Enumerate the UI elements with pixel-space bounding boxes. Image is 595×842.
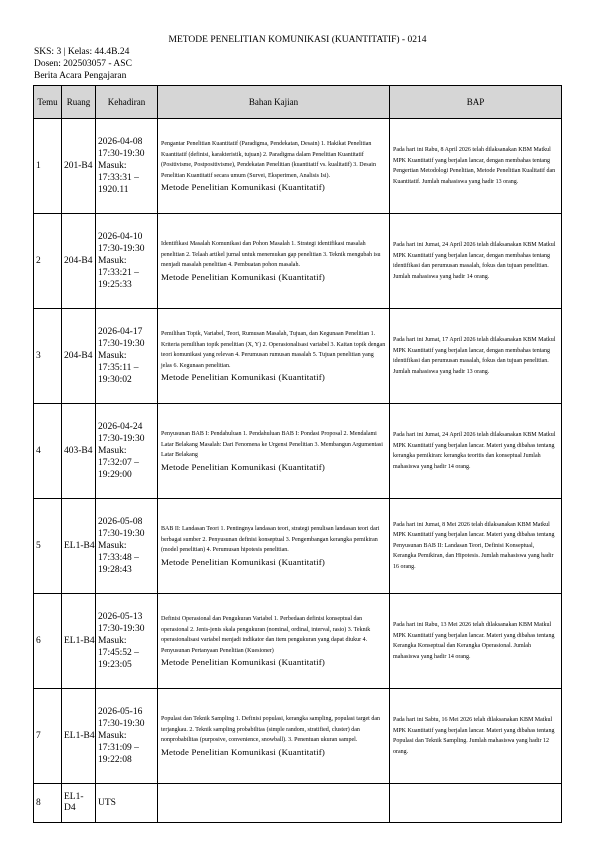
ruang-cell: EL1-B4 [62,594,96,689]
temu-cell: 3 [34,309,62,404]
col-header-ruang: Ruang [62,86,96,119]
table-row [34,119,562,214]
bahan-kajian-cell [158,119,390,214]
temu-cell: 2 [34,214,62,309]
kehadiran-cell [96,309,158,404]
jam-text: 17:30-19:30 [98,149,145,159]
keluar-time: 19:28:43 [98,565,132,575]
tanggal-text: 2026-05-08 [98,517,143,527]
ruang-cell: EL1-D4 [62,784,96,823]
dosen-line: Dosen: 202503057 - ASC [34,59,132,69]
bahan-kajian-text: Definisi Operasional dan Pengukuran Variabel 1. Perbedaan definisi konseptual dan operasional 2. Jenis-jenis skala pengukuran (nominal, ordinal, interval, rasio) 3. Teknik operasionalisasi variabel menjadi indikator dan item pengukuran yang dapat diukur 4. Penyusunan Pertanyaan Penelitian (Kuesioner) [161,616,371,654]
bap-cell: Pada hari ini Jumat, 24 April 2026 telah dilaksanakan KBM Matkul MPK Kuantitatif yang berjalan lancar. Materi yang dibahas tentang kerangka pemikiran: kerangka teoritis dan konseptual Jumlah mahasiswa yang hadir 14 orang. [390,404,562,499]
bahan-kajian-cell [158,404,390,499]
ruang-cell: EL1-B4 [62,689,96,784]
tanggal-text: 2026-05-16 [98,707,143,717]
masuk-label: Masuk: [98,256,127,266]
masuk-time: 17:32:07 – [98,458,139,468]
mata-kuliah-text: Metode Penelitian Komunikasi (Kuantitatif) [161,372,326,382]
temu-cell: 6 [34,594,62,689]
ruang-cell: 201-B4 [62,119,96,214]
keluar-time: 19:25:33 [98,280,132,290]
table-row [34,784,562,823]
ruang-cell: 204-B4 [62,309,96,404]
masuk-label: Masuk: [98,446,127,456]
jam-text: 17:30-19:30 [98,719,145,729]
kehadiran-cell: UTS [96,784,158,823]
masuk-label: Masuk: [98,351,127,361]
bap-cell: Pada hari ini Rabu, 13 Mei 2026 telah dilaksanakan KBM Matkul MPK Kuantitatif yang berjalan lancar. Materi yang dibahas tentang Kerangka Konseptual dan Kerangka Operasional. Jumlah mahasiswa yang hadir 14 orang. [390,594,562,689]
bahan-kajian-cell [158,594,390,689]
table-row [34,214,562,309]
bap-cell: Pada hari ini Jumat, 24 April 2026 telah dilaksanakan KBM Matkul MPK Kuantitatif yang berjalan lancar, dengan membahas tentang identifikasi dan perumusan masalah, fokus dan tujuan penelitian. Jumlah mahasiswa yang hadir 14 orang. [390,214,562,309]
bahan-kajian-cell [158,784,390,823]
table-row [34,689,562,784]
bap-cell [390,784,562,823]
bahan-kajian-cell [158,499,390,594]
tanggal-text: 2026-04-17 [98,327,143,337]
col-header-bap: BAP [390,86,562,119]
masuk-label: Masuk: [98,731,127,741]
ruang-cell: 403-B4 [62,404,96,499]
keluar-time: 1920.11 [98,185,129,195]
kehadiran-cell [96,689,158,784]
temu-cell: 7 [34,689,62,784]
masuk-time: 17:45:52 – [98,648,139,658]
berita-acara-line: Berita Acara Pengajaran [34,71,127,81]
bahan-kajian-cell [158,309,390,404]
kehadiran-cell [96,594,158,689]
kehadiran-cell [96,214,158,309]
bap-cell: Pada hari ini Sabtu, 16 Mei 2026 telah dilaksanakan KBM Matkul MPK Kuantitatif yang berjalan lancar. Materi yang dibahas tentang Populasi dan Teknik Sampling. Jumlah mahasiswa yang hadir 12 orang. [390,689,562,784]
masuk-time: 17:33:31 – [98,173,139,183]
jam-text: 17:30-19:30 [98,624,145,634]
mata-kuliah-text: Metode Penelitian Komunikasi (Kuantitatif) [161,461,326,472]
masuk-label: Masuk: [98,541,127,551]
bap-cell: Pada hari ini Rabu, 8 April 2026 telah dilaksanakan KBM Matkul MPK Kuantitatif yang berjalan lancar, dengan membahas tentang Pengertian Metodologi Penelitian, Metode Penelitian Kualitatif dan Kuantitatif. Jumlah mahasiswa yang hadir 13 orang. [390,119,562,214]
keluar-time: 19:30:02 [98,375,132,385]
ruang-cell: EL1-B4 [62,499,96,594]
table-header-row [34,86,562,119]
bahan-kajian-text: BAB II: Landasan Teori 1. Pentingnya landasan teori, strategi penulisan landasan teori dari berbagai sumber 2. Penyusunan definisi konseptual 3. Pengembangan kerangka pemikiran (model penelitian) 4. Perumusan hipotesis penelitian. [161,526,380,554]
temu-cell: 1 [34,119,62,214]
jam-text: 17:30-19:30 [98,434,145,444]
masuk-time: 17:33:48 – [98,553,139,563]
bap-cell: Pada hari ini Jumat, 17 April 2026 telah dilaksanakan KBM Matkul MPK Kuantitatif yang berjalan lancar, dengan membahas tentang identifikasi dan perumusan masalah, fokus dan tujuan penelitian. Jumlah mahasiswa yang hadir 13 orang. [390,309,562,404]
tanggal-text: 2026-04-10 [98,232,143,242]
jam-text: 17:30-19:30 [98,244,145,254]
table-row [34,309,562,404]
bahan-kajian-text: Pemilihan Topik, Variabel, Teori, Rumusan Masalah, Tujuan, dan Kegunaan Penelitian 1. Kriteria pemilihan topik penelitian (X, Y) 2. Operasionalisasi variabel 3. Kaitan topik dengan teori komunikasi yang relevan 4. Perumusan rumusan masalah 5. Tujuan penelitian yang jelas 6. Kegunaan penelitian. [161,331,386,369]
table-row [34,499,562,594]
temu-cell: 5 [34,499,62,594]
masuk-time: 17:33:21 – [98,268,139,278]
bahan-kajian-cell [158,214,390,309]
tanggal-text: 2026-04-08 [98,137,143,147]
tanggal-text: 2026-05-13 [98,612,143,622]
bahan-kajian-text: Pengantar Penelitian Kuantitatif (Paradigma, Pendekatan, Desain) 1. Hakikat Penelitian Kuantitatif (definisi, karakteristik, tujuan) 2. Paradigma dalam Penelitian Kuantitatif (Positivisme, Postpositivisme), Pendekatan Penelitian (kuantitatif vs. kualitatif) 3. Desain Penelitian Kuantitatif secara umum (Survei, Eksperimen, Analisis Isi). [161,141,376,179]
col-header-bahan-kajian: Bahan Kajian [158,86,390,119]
mata-kuliah-text: Metode Penelitian Komunikasi (Kuantitatif) [161,746,326,757]
masuk-label: Masuk: [98,636,127,646]
berita-acara-table [33,85,562,823]
document-title: METODE PENELITIAN KOMUNIKASI (KUANTITATIF) - 0214 [168,35,427,45]
table-row [34,594,562,689]
mata-kuliah-text: Metode Penelitian Komunikasi (Kuantitatif) [161,182,326,192]
col-header-kehadiran: Kehadiran [96,86,158,119]
kehadiran-cell [96,404,158,499]
table-row [34,404,562,499]
masuk-label: Masuk: [98,161,127,171]
mata-kuliah-text: Metode Penelitian Komunikasi (Kuantitatif) [161,271,326,282]
keluar-time: 19:23:05 [98,660,132,670]
keluar-time: 19:29:00 [98,470,132,480]
temu-cell: 8 [34,784,62,823]
kehadiran-cell [96,499,158,594]
masuk-time: 17:31:09 – [98,743,139,753]
jam-text: 17:30-19:30 [98,339,145,349]
bahan-kajian-text: Identifikasi Masalah Komunikasi dan Pohon Masalah 1. Strategi identifikasi masalah penelitian 2. Telaah artikel jurnal untuk menemukan gap penelitian 3. Teknik mengubah isu menjadi masalah penelitian 4. Pembuatan pohon masalah. [161,241,381,269]
masuk-time: 17:35:11 – [98,363,139,373]
col-header-temu: Temu [34,86,62,119]
bahan-kajian-cell [158,689,390,784]
temu-cell: 4 [34,404,62,499]
bahan-kajian-text: Penyusunan BAB I: Pendahuluan 1. Pendahuluan BAB I: Pondasi Proposal 2. Mendalami Latar Belakang Masalah: Dari Fenomena ke Urgensi Penelitian 3. Membangun Argumentasi Latar Belakang [161,431,383,459]
kehadiran-cell [96,119,158,214]
ruang-cell: 204-B4 [62,214,96,309]
mata-kuliah-text: Metode Penelitian Komunikasi (Kuantitatif) [161,556,326,567]
jam-text: 17:30-19:30 [98,529,145,539]
bahan-kajian-text: Populasi dan Teknik Sampling 1. Definisi populasi, kerangka sampling, populasi target dan terjangkau. 2. Teknik sampling probabilitas (simple random, stratified, cluster) dan nonprobabilitas (purposive, convenience, snowball). 3. Penentuan ukuran sampel. [161,716,380,744]
tanggal-text: 2026-04-24 [98,422,143,432]
keluar-time: 19:22:08 [98,755,132,765]
sks-kelas-line: SKS: 3 | Kelas: 44.4B.24 [34,47,130,57]
mata-kuliah-text: Metode Penelitian Komunikasi (Kuantitatif) [161,657,326,667]
bap-cell: Pada hari ini Jumat, 8 Mei 2026 telah dilaksanakan KBM Matkul MPK Kuantitatif yang berjalan lancar. Materi yang dibahas tentang Penyusunan BAB II: Landasan Teori, Definisi Konseptual, Kerangka Pemikiran, dan Hipotesis. Jumlah mahasiswa yang hadir 16 orang. [390,499,562,594]
